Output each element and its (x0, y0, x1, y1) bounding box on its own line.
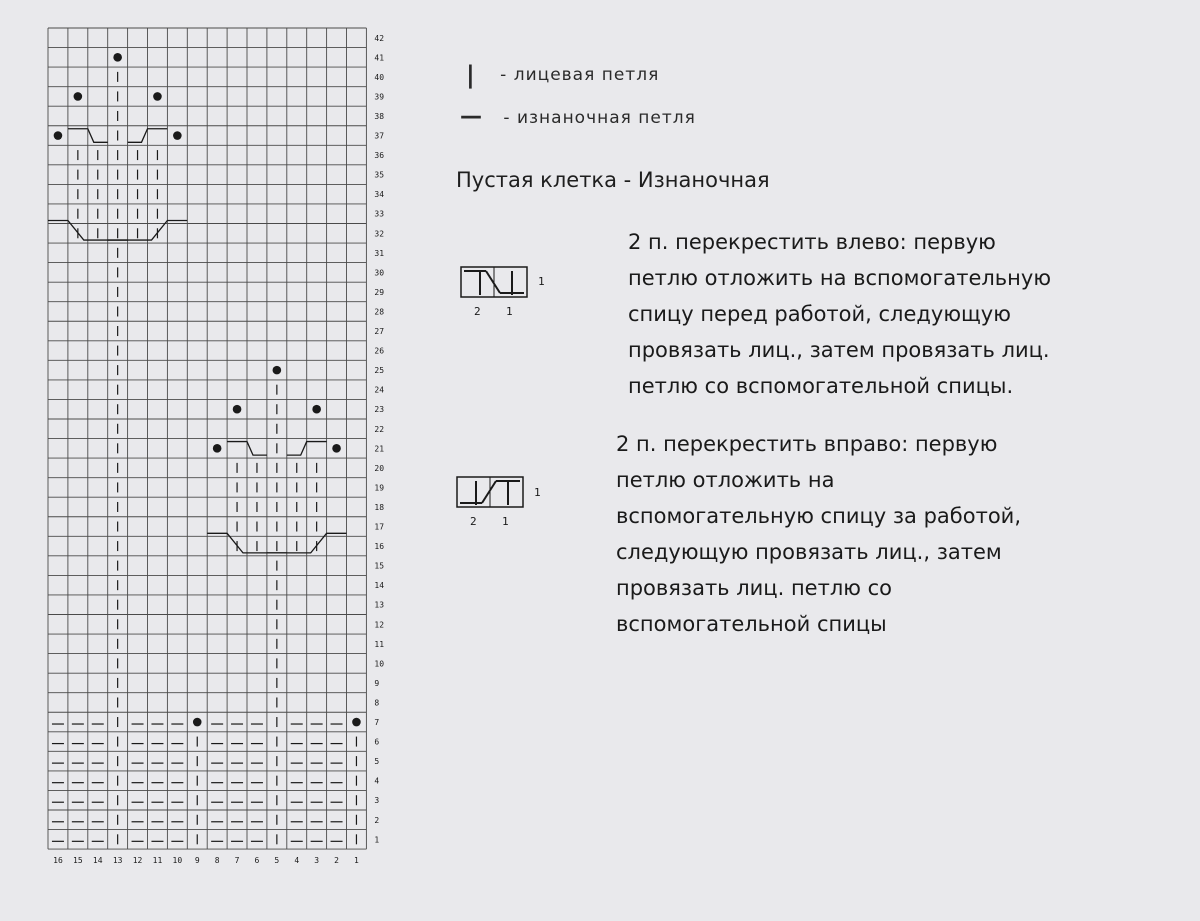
row-label: 4 (374, 776, 380, 786)
description-line: петлю со вспомогательной спицы. (628, 374, 1014, 398)
row-label: 38 (374, 111, 385, 121)
row-label: 25 (374, 366, 385, 376)
row-label: 16 (374, 542, 385, 552)
column-label: 6 (254, 856, 260, 866)
row-label: 10 (374, 659, 385, 669)
column-label: 15 (73, 856, 83, 866)
row-label: 30 (374, 268, 385, 278)
row-label: 12 (374, 620, 385, 630)
bobble-mark (173, 131, 182, 140)
row-label: 2 (374, 815, 380, 825)
row-label: 20 (374, 463, 385, 473)
description-line: петлю отложить на (616, 468, 835, 492)
bobble-mark (273, 366, 282, 375)
description-line: 2 п. перекрестить влево: первую (628, 230, 996, 254)
cross-right-col-label: 2 (470, 515, 477, 528)
description-line: провязать лиц. петлю со (616, 576, 893, 600)
row-label: 19 (374, 483, 385, 493)
row-label: 28 (374, 307, 385, 317)
row-label: 42 (374, 33, 385, 43)
row-label: 6 (374, 737, 380, 747)
row-label: 40 (374, 72, 385, 82)
purl-symbol-icon: — (460, 104, 483, 129)
row-label: 41 (374, 53, 385, 63)
bobble-mark (74, 92, 83, 101)
column-label: 4 (294, 856, 300, 866)
bobble-mark (233, 405, 242, 414)
row-label: 8 (374, 698, 380, 708)
row-label: 34 (374, 190, 385, 200)
knit-symbol-icon: | (466, 61, 476, 89)
column-label: 14 (92, 856, 103, 866)
description-line: петлю отложить на вспомогательную (628, 266, 1052, 290)
row-label: 7 (374, 718, 380, 728)
legend-purl (460, 104, 696, 129)
description-line: спицу перед работой, следующую (628, 302, 1011, 326)
legend-purl-label: - изнаночная петля (503, 108, 696, 128)
row-label: 36 (374, 151, 385, 161)
description-line: вспомогательной спицы (616, 612, 887, 636)
row-label: 39 (374, 92, 385, 102)
row-label: 24 (374, 385, 385, 395)
column-label: 13 (112, 856, 123, 866)
bobble-mark (213, 444, 222, 453)
cross-right-description (616, 426, 1021, 642)
column-label: 12 (132, 856, 143, 866)
cross-right-row-label: 1 (534, 486, 541, 499)
column-label: 16 (53, 856, 63, 866)
column-label: 2 (334, 856, 339, 866)
empty-cell-note: Пустая клетка - Изнаночная (456, 168, 770, 192)
row-label: 1 (374, 835, 380, 845)
row-label: 27 (374, 327, 385, 337)
row-label: 32 (374, 229, 385, 239)
bobble-mark (193, 718, 202, 727)
bobble-mark (332, 444, 341, 453)
row-label: 13 (374, 600, 385, 610)
row-label: 29 (374, 287, 385, 297)
column-label: 10 (172, 856, 183, 866)
bobble-mark (312, 405, 321, 414)
row-label: 26 (374, 346, 385, 356)
row-label: 5 (374, 757, 380, 767)
cross-right-symbol-icon (452, 470, 552, 532)
description-line: 2 п. перекрестить вправо: первую (616, 432, 998, 456)
row-label: 23 (374, 405, 385, 415)
row-label: 37 (374, 131, 385, 141)
knitting-chart (0, 0, 560, 921)
bobble-mark (54, 131, 63, 140)
row-label: 14 (374, 581, 385, 591)
row-label: 3 (374, 796, 380, 806)
cross-right-col-label: 1 (502, 515, 509, 528)
description-line: провязать лиц., затем провязать лиц. (628, 338, 1050, 362)
legend-knit-label: - лицевая петля (500, 65, 660, 85)
cross-left-col-label: 1 (506, 305, 513, 318)
column-label: 11 (152, 856, 163, 866)
row-label: 35 (374, 170, 385, 180)
cross-left-col-label: 2 (474, 305, 481, 318)
row-label: 18 (374, 502, 385, 512)
row-label: 21 (374, 444, 385, 454)
bobble-mark (153, 92, 162, 101)
row-label: 15 (374, 561, 385, 571)
row-label: 31 (374, 248, 385, 258)
row-label: 33 (374, 209, 385, 219)
row-label: 11 (374, 639, 385, 649)
cross-left-description (628, 224, 1051, 404)
cross-left-symbol-icon (456, 260, 556, 322)
column-label: 8 (214, 856, 220, 866)
column-label: 1 (354, 856, 359, 866)
column-label: 9 (194, 856, 200, 866)
row-label: 17 (374, 522, 385, 532)
description-line: вспомогательную спицу за работой, (616, 504, 1021, 528)
row-label: 9 (374, 678, 380, 688)
legend-knit (466, 58, 660, 89)
bobble-mark (352, 718, 361, 727)
column-label: 3 (314, 856, 320, 866)
cross-left-row-label: 1 (538, 275, 545, 288)
bobble-mark (113, 53, 122, 62)
description-line: следующую провязать лиц., затем (616, 540, 1002, 564)
column-label: 7 (234, 856, 240, 866)
column-label: 5 (274, 856, 280, 866)
row-label: 22 (374, 424, 385, 434)
